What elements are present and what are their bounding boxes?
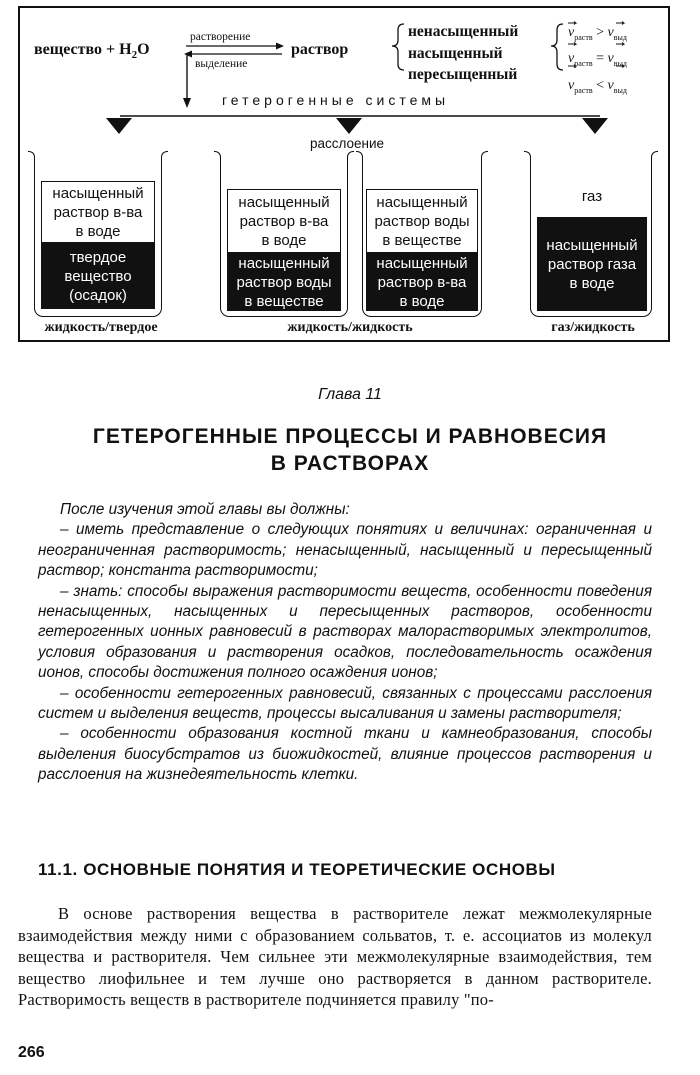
heterogeneous-systems-label: гетерогенные системы (218, 92, 453, 108)
rate-relation-unsaturated: $v_{раств} > v_{выд}$ (568, 25, 627, 42)
objectives-lead: После изучения этой главы вы должны: (60, 501, 350, 518)
solid-precipitate-phase: твердое вещество (осадок) (41, 243, 155, 309)
water-in-substance-phase: насыщенный раствор воды в веществе (227, 253, 341, 311)
chapter-label: Глава 11 (318, 386, 382, 403)
solubility-scheme-figure (18, 6, 670, 342)
solution-type-supersaturated: пересыщенный (408, 66, 518, 83)
section-body-paragraph: В основе растворения вещества в растворителе лежат межмолекулярные взаимодействия между ними с образованием сольватов, т. е. ассоциатов из молекул вещества и растворителя. Чем сильнее эти межмолекулярные взаимодействия, тем вещество лиофильнее и тем лучше оно растворяется в данном растворителе. Растворимость веществ в растворителе подчиняется правилу "по- (18, 904, 652, 1009)
caption-liquid-solid: жидкость/твердое (44, 320, 158, 335)
substance-in-water-bottom-phase: насыщенный раствор в-ва в воде (366, 253, 478, 311)
forward-arrow-label: растворение (190, 31, 251, 43)
saturated-solution-top-phase: насыщенный раствор в-ва в воде (41, 181, 155, 243)
water-formula: $H_2O$ (119, 41, 150, 62)
caption-liquid-liquid: жидкость/жидкость (287, 320, 413, 335)
substance-in-water-phase: насыщенный раствор в-ва в воде (227, 189, 341, 253)
objective-item: – знать: способы выражения растворимости веществ, особенности поведения ненасыщенных, насыщенных и пересыщенных растворов, особенности гетерогенных ионных равновесий в растворах малорастворимых электролитов, условия образования и растворения осадков, последовательность осаждения ионов, способы достижения полного осаждения ионов; (38, 582, 652, 682)
rate-relation-supersaturated: $v_{раств} < v_{выд}$ (568, 77, 627, 95)
rate-relation-saturated: $v_{раств} = v_{выд}$ (568, 51, 627, 69)
beaker-liquid-liquid-left (220, 161, 348, 317)
beaker-liquid-liquid-right (362, 161, 482, 317)
dissolution-equation: вещество + $H_2O$ (34, 41, 150, 62)
caption-gas-liquid: газ/жидкость (551, 320, 635, 335)
solution-type-unsaturated: ненасыщенный (408, 23, 519, 40)
objective-item: – особенности образования костной ткани и камнеобразования, способы выделения биосубстратов из биожидкостей, влияние процессов растворения и расслоения на жизнедеятельность клетки. (38, 725, 652, 784)
chapter-title: ГЕТЕРОГЕННЫЕ ПРОЦЕССЫ И РАВНОВЕСИЯ В РАСТВОРАХ (92, 425, 608, 475)
water-in-substance-top-phase: насыщенный раствор воды в веществе (366, 189, 478, 253)
reactant-substance: вещество (34, 41, 103, 58)
chapter-objectives (38, 500, 652, 786)
reverse-arrow-label: выделение (195, 58, 248, 70)
page-number: 266 (18, 1044, 45, 1061)
beaker-gas-liquid (530, 161, 652, 317)
section-heading: 11.1. ОСНОВНЫЕ ПОНЯТИЯ И ТЕОРЕТИЧЕСКИЕ ОСНОВЫ (38, 860, 556, 879)
solution-type-saturated: насыщенный (408, 44, 503, 62)
objective-item: – иметь представление о следующих понятиях и величинах: ограниченная и неограниченная растворимость; ненасыщенный, насыщенный и пересыщенный раствор; константа растворимости; (38, 521, 652, 580)
product-solution: раствор (291, 41, 349, 58)
beaker-liquid-solid (34, 161, 162, 317)
gas-solution-phase: насыщенный раствор газа в воде (537, 217, 647, 311)
gas-phase: газ (581, 187, 603, 205)
separation-label: расслоение (310, 136, 385, 151)
objective-item: – особенности гетерогенных равновесий, связанных с процессами расслоения систем и выделения веществ, процессы высаливания и замены растворителя; (38, 684, 652, 723)
